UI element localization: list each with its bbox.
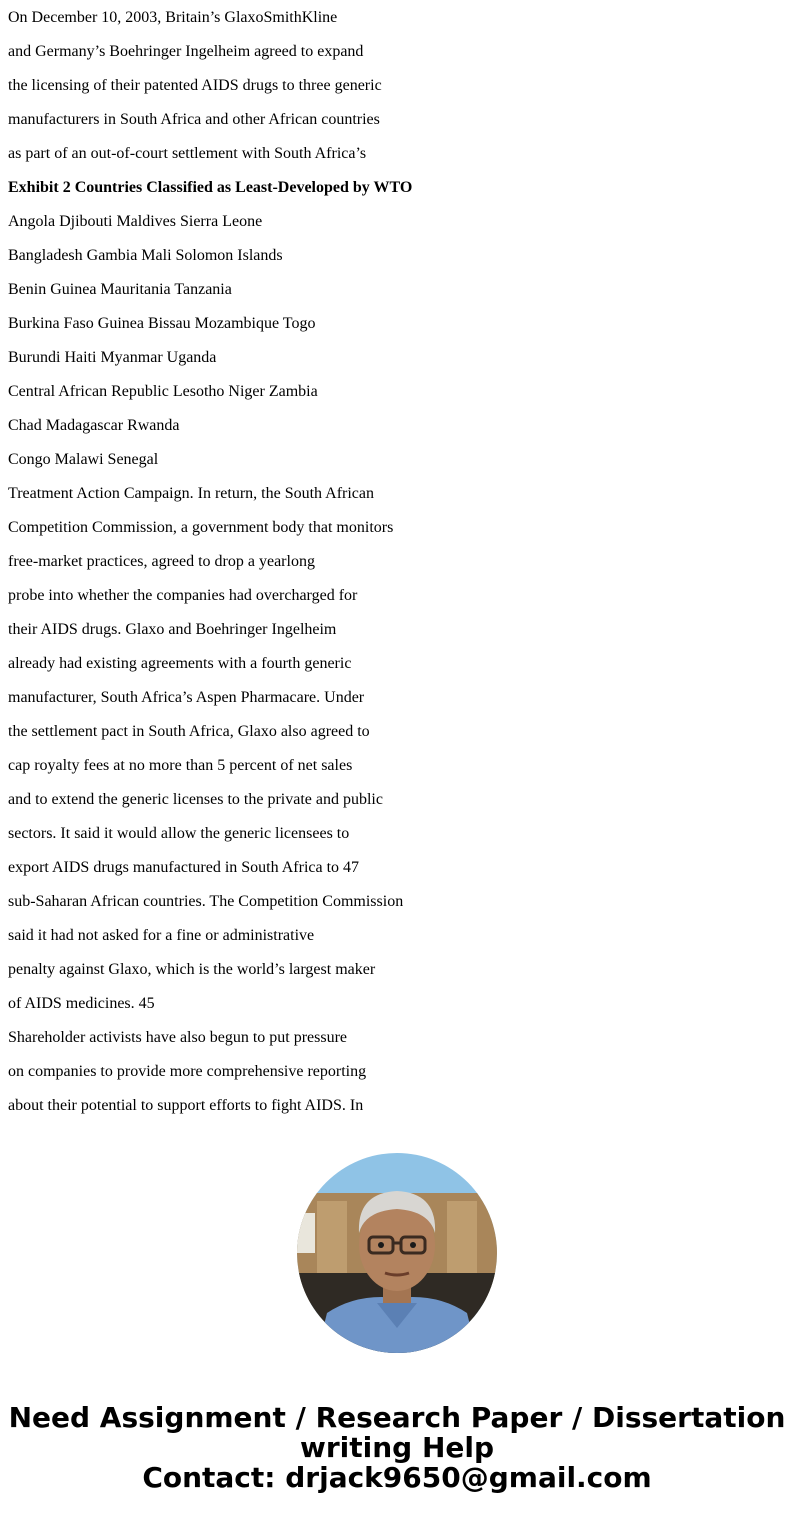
document-body [8, 8, 788, 1130]
text-line: Burundi Haiti Myanmar Uganda [8, 349, 217, 366]
text-line: sub-Saharan African countries. The Competition Commission [8, 893, 404, 910]
text-line: Shareholder activists have also begun to put pressure [8, 1029, 348, 1046]
text-line: manufacturers in South Africa and other African countries [8, 111, 380, 128]
text-line: their AIDS drugs. Glaxo and Boehringer Ingelheim [8, 621, 337, 638]
text-line: the settlement pact in South Africa, Glaxo also agreed to [8, 723, 370, 740]
text-line: Burkina Faso Guinea Bissau Mozambique Togo [8, 315, 316, 332]
exhibit-heading: Exhibit 2 Countries Classified as Least-Developed by WTO [8, 179, 413, 196]
text-line: of AIDS medicines. 45 [8, 995, 155, 1012]
text-line: about their potential to support efforts to fight AIDS. In [8, 1097, 364, 1114]
promo-line-2: writing Help [299, 1431, 495, 1464]
text-line: the licensing of their patented AIDS drugs to three generic [8, 77, 382, 94]
text-line: On December 10, 2003, Britain’s GlaxoSmithKline [8, 9, 338, 26]
text-line: as part of an out-of-court settlement with South Africa’s [8, 145, 367, 162]
text-line: on companies to provide more comprehensive reporting [8, 1063, 367, 1080]
promo-line-1: Need Assignment / Research Paper / Dissertation [8, 1401, 786, 1434]
author-photo-icon [297, 1153, 497, 1353]
text-line: cap royalty fees at no more than 5 percent of net sales [8, 757, 353, 774]
text-line: already had existing agreements with a fourth generic [8, 655, 352, 672]
text-line: sectors. It said it would allow the generic licensees to [8, 825, 350, 842]
text-line: Bangladesh Gambia Mali Solomon Islands [8, 247, 283, 264]
promo-contact: Contact: drjack9650@gmail.com [142, 1461, 652, 1494]
text-line: Congo Malawi Senegal [8, 451, 159, 468]
text-line: manufacturer, South Africa’s Aspen Pharmacare. Under [8, 689, 365, 706]
text-line: Competition Commission, a government body that monitors [8, 519, 394, 536]
text-line: Treatment Action Campaign. In return, the South African [8, 485, 375, 502]
text-line: Angola Djibouti Maldives Sierra Leone [8, 213, 263, 230]
text-line: free-market practices, agreed to drop a yearlong [8, 553, 315, 570]
text-line: penalty against Glaxo, which is the world’s largest maker [8, 961, 376, 978]
text-line: said it had not asked for a fine or administrative [8, 927, 315, 944]
author-avatar [297, 1153, 497, 1353]
text-line: probe into whether the companies had overcharged for [8, 587, 358, 604]
text-line: export AIDS drugs manufactured in South Africa to 47 [8, 859, 360, 876]
text-line: and Germany’s Boehringer Ingelheim agreed to expand [8, 43, 364, 60]
text-line: and to extend the generic licenses to the private and public [8, 791, 383, 808]
text-line: Chad Madagascar Rwanda [8, 417, 180, 434]
text-line: Central African Republic Lesotho Niger Zambia [8, 383, 318, 400]
text-line: Benin Guinea Mauritania Tanzania [8, 281, 232, 298]
promo-banner [0, 1403, 794, 1493]
